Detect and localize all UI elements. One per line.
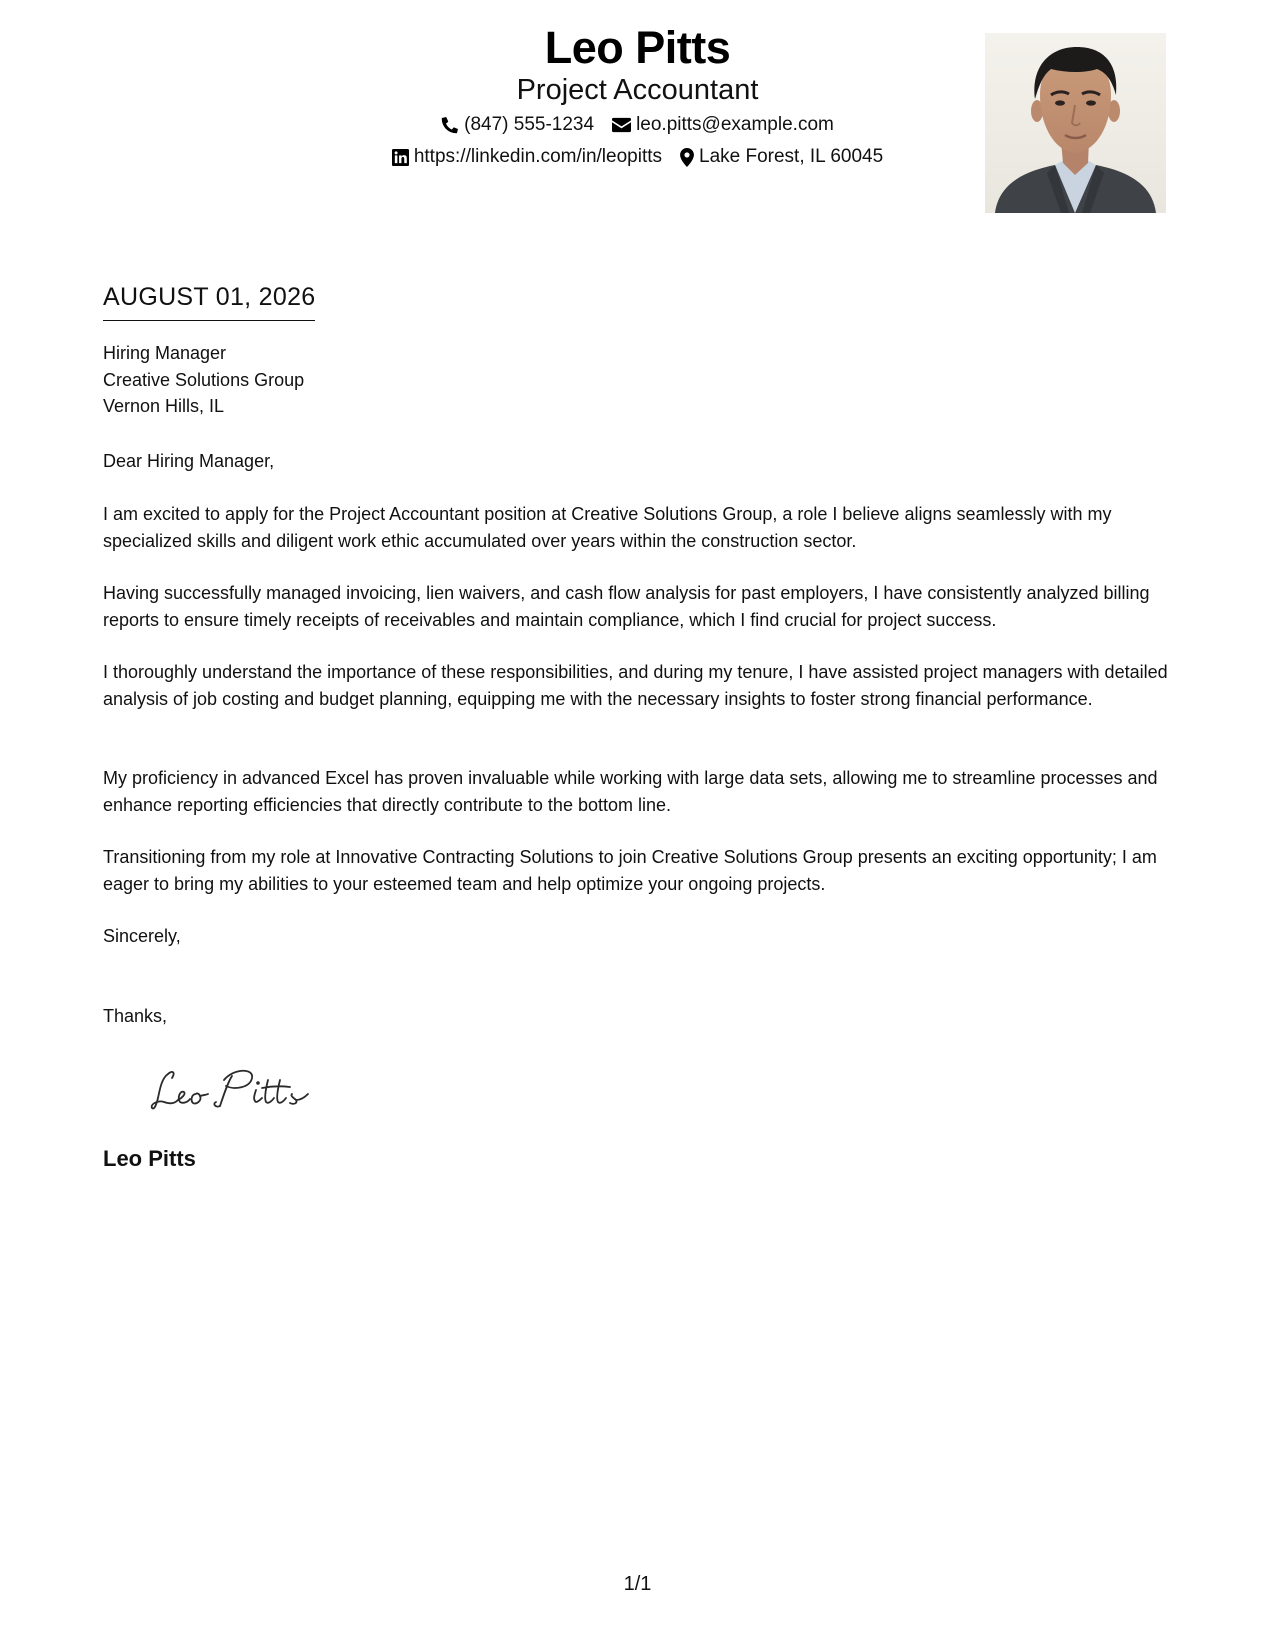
linkedin-url: https://linkedin.com/in/leopitts: [413, 146, 663, 167]
linkedin-icon: [392, 149, 409, 166]
recipient-company: Creative Solutions Group: [103, 369, 305, 390]
body-paragraph: Having successfully managed invoicing, lien waivers, and cash flow analysis for past employers, I have consistently analyzed billing reports to ensure timely receipts of receivables and maintain compliance, which I find crucial for project success.: [103, 583, 1150, 630]
closing-line: Sincerely,: [103, 926, 181, 946]
map-marker-icon: [680, 148, 694, 167]
contact-location: [680, 145, 883, 169]
signer-name: Leo Pitts: [103, 1146, 196, 1171]
handwritten-signature: [150, 1058, 320, 1118]
envelope-icon: [612, 117, 631, 133]
letter-date: AUGUST 01, 2026: [103, 282, 315, 321]
phone-number: (847) 555-1234: [464, 114, 595, 135]
phone-icon: [441, 116, 459, 134]
body-paragraph: Transitioning from my role at Innovative Contracting Solutions to join Creative Solutions Group presents an exciting opportunity; I am eager to bring my abilities to your esteemed team and help optimize your ongoing projects.: [103, 847, 1157, 894]
contact-email[interactable]: [612, 113, 834, 137]
body-paragraph: I am excited to apply for the Project Accountant position at Creative Solutions Group, a role I believe aligns seamlessly with my specialized skills and diligent work ethic accumulated over years within the construction sector.: [103, 504, 1112, 551]
salutation: Dear Hiring Manager,: [103, 451, 275, 471]
recipient-block: [103, 340, 1178, 420]
recipient-location: Vernon Hills, IL: [103, 396, 225, 416]
thanks-line: Thanks,: [103, 1006, 168, 1026]
body-paragraph: My proficiency in advanced Excel has proven invaluable while working with large data sets, allowing me to streamline processes and enhance reporting efficiencies that directly contribute to the bottom line.: [103, 768, 1158, 815]
location-text: Lake Forest, IL 60045: [699, 146, 884, 167]
recipient-title: Hiring Manager: [103, 343, 227, 363]
applicant-title: Project Accountant: [516, 74, 759, 106]
profile-photo: [985, 33, 1166, 213]
contact-phone[interactable]: [441, 113, 594, 137]
email-address: leo.pitts@example.com: [636, 114, 834, 135]
body-paragraph: I thoroughly understand the importance of these responsibilities, and during my tenure, I have assisted project managers with detailed analysis of job costing and budget planning, equipping me with the necessary insights to foster strong financial performance.: [103, 662, 1168, 709]
contact-linkedin[interactable]: [392, 145, 662, 169]
applicant-name: Leo Pitts: [544, 22, 731, 73]
page-number: 1/1: [623, 1573, 652, 1595]
